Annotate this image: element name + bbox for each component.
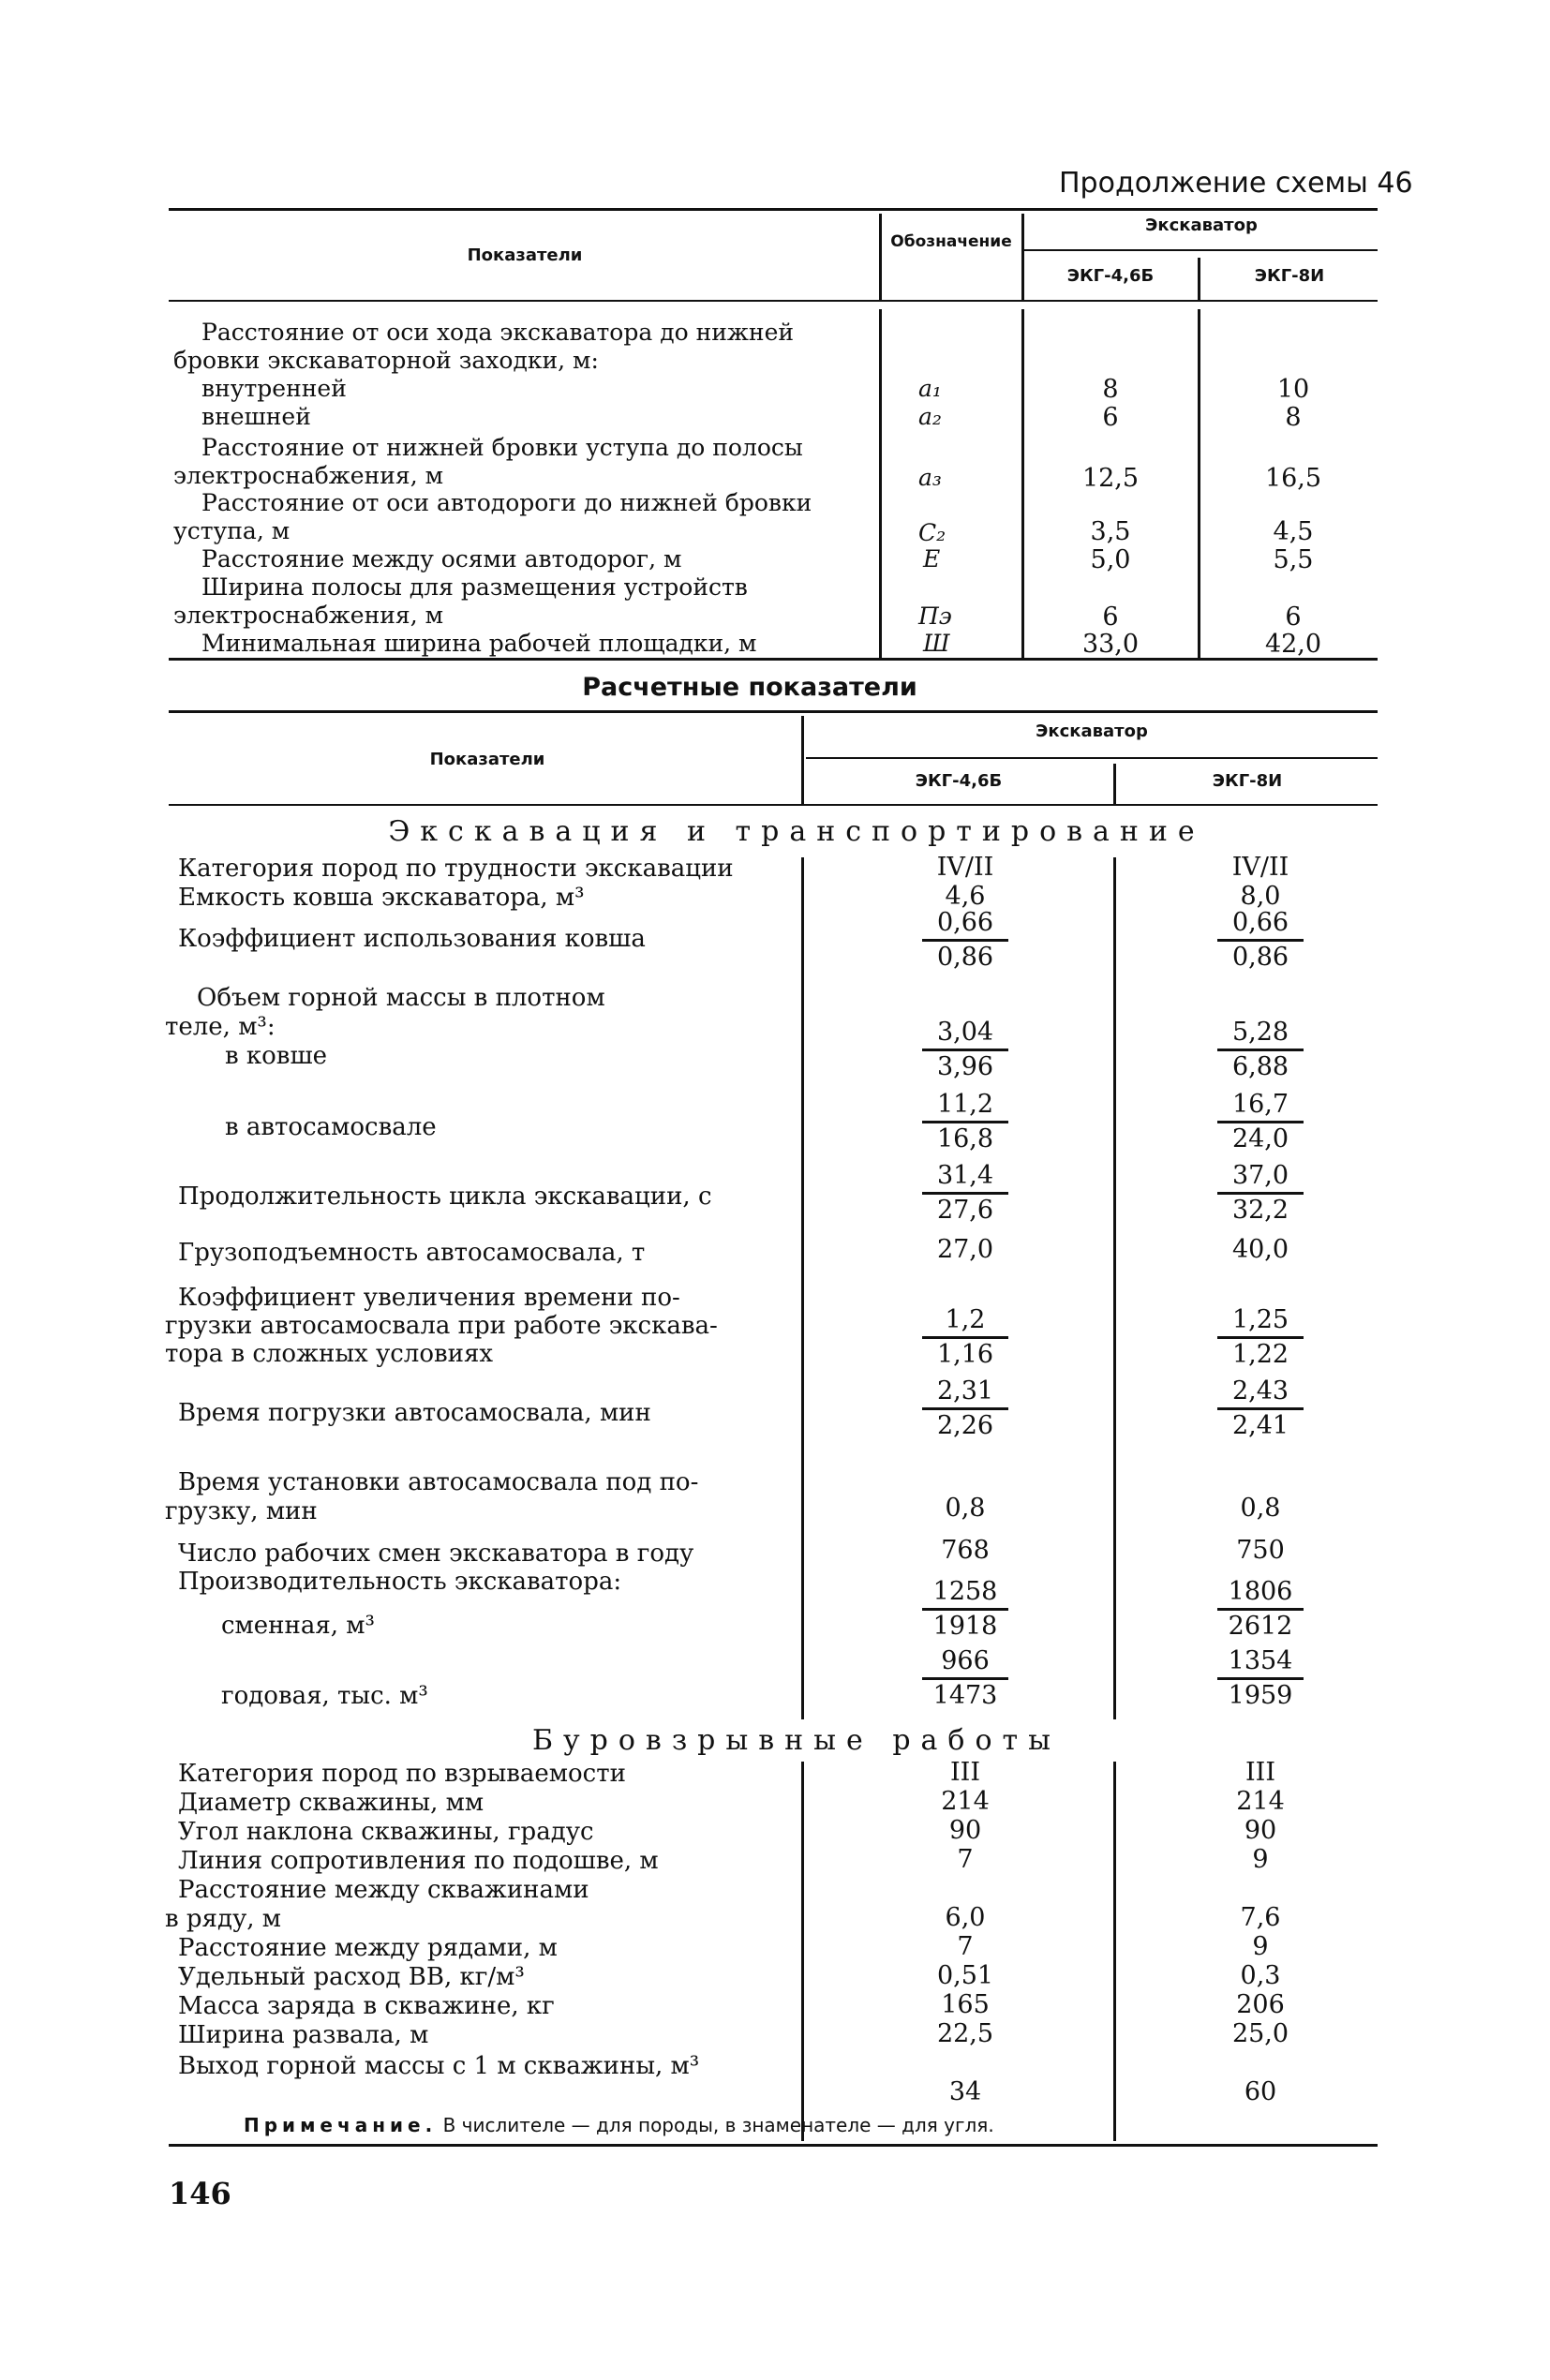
t2-val-b: III [1245, 1758, 1275, 1787]
t2-frac-a: $\frac{1258}{1918}$ [909, 1576, 1021, 1643]
t2-val-b: 206 [1236, 1990, 1285, 2019]
t1-sym: E [923, 545, 941, 573]
t2-col-indicator: Показатели [429, 750, 545, 769]
t2-val-a: 0,51 [936, 1961, 994, 1990]
t1-val-a: 3,5 [1090, 517, 1131, 546]
t2-row-label: Время погрузки автосамосвала, мин [178, 1399, 651, 1427]
t2-val-a: 27,0 [936, 1235, 994, 1264]
t1-row-label: внутренней [201, 375, 347, 402]
t2-val-a: 7 [957, 1932, 974, 1961]
t2-val-b: 60 [1244, 2077, 1277, 2106]
t2-row-label: Линия сопротивления по подошве, м [178, 1847, 659, 1875]
continuation-caption: Продолжение схемы 46 [1059, 167, 1413, 200]
t2-row-label: Грузоподъемность автосамосвала, т [178, 1239, 646, 1267]
t2-row-label: сменная, м³ [221, 1612, 375, 1640]
t2-col-excavator: Экскаватор [1036, 721, 1148, 741]
t2-frac-a: $\frac{3,04}{3,96}$ [909, 1017, 1021, 1083]
t1-row-label: Ширина полосы для размещения устройств электроснабжения, м [173, 573, 748, 629]
t2-frac-b: $\frac{1354}{1959}$ [1204, 1645, 1317, 1712]
t2-frac-a: $\frac{0,66}{0,86}$ [909, 907, 1021, 974]
t2-val-b: 750 [1236, 1536, 1285, 1565]
t2-row-label: Диаметр скважины, мм [178, 1789, 484, 1817]
t2-row-label: в автосамосвале [225, 1113, 437, 1141]
note [244, 2114, 994, 2136]
t2-title: Расчетные показатели [582, 673, 917, 702]
t1-col-symbol: Обозначение [890, 232, 1012, 251]
t2-row-label: Угол наклона скважины, градус [178, 1818, 594, 1846]
t1-sym: C₂ [918, 519, 946, 546]
t2-row-label: Категория пород по трудности экскавации [178, 855, 734, 883]
t2-row-label: Объем горной массы в плотном [197, 984, 605, 1012]
t1-sym: a₁ [918, 375, 942, 402]
t2-val-b: 7,6 [1240, 1903, 1281, 1932]
t2-frac-a: $\frac{2,31}{2,26}$ [909, 1376, 1021, 1442]
t2-val-b: 9 [1252, 1932, 1269, 1961]
t1-val-a: 33,0 [1081, 630, 1140, 659]
t2-row-label: теле, м³: [165, 1013, 276, 1041]
t2-row-label: Производительность экскаватора: [178, 1568, 622, 1596]
t1-model-b: ЭКГ-8И [1254, 266, 1325, 286]
t2-frac-a: $\frac{1,2}{1,16}$ [909, 1304, 1021, 1371]
t2-row-label: Время установки автосамосвала под по- [178, 1468, 699, 1496]
t2-row-label: Продолжительность цикла экскавации, с [178, 1183, 712, 1211]
note-text: В числителе — для породы, в знаменателе — для угля. [442, 2114, 994, 2136]
t2-row-label: Расстояние между рядами, м [178, 1934, 558, 1962]
t1-col-excavator: Экскаватор [1145, 216, 1258, 235]
t2-frac-a: $\frac{31,4}{27,6}$ [909, 1160, 1021, 1227]
t2-row-label: тора в сложных условиях [165, 1340, 494, 1368]
t2-frac-b: $\frac{37,0}{32,2}$ [1204, 1160, 1317, 1227]
t2-row-label: годовая, тыс. м³ [221, 1682, 428, 1710]
t2-frac-b: $\frac{1,25}{1,22}$ [1204, 1304, 1317, 1371]
t2-val-a: 6,0 [945, 1903, 986, 1932]
t2-row-label: Коэффициент увеличения времени по- [178, 1284, 680, 1312]
t1-row-label: Расстояние от оси автодороги до нижней бровки уступа, м [173, 489, 812, 544]
t2-row-label: Масса заряда в скважине, кг [178, 1992, 555, 2020]
t2-row-label: Категория пород по взрываемости [178, 1760, 626, 1788]
t2-row-label: Ширина развала, м [178, 2021, 429, 2049]
t2-row-label: Удельный расход ВВ, кг/м³ [178, 1963, 525, 1991]
t2-val-a: 214 [941, 1787, 990, 1816]
t2-val-a: IV/II [936, 853, 994, 882]
t1-val-a: 8 [1102, 375, 1119, 404]
t2-row-label: Выход горной массы с 1 м скважины, м³ [178, 2052, 700, 2080]
t2-val-a: 90 [948, 1816, 982, 1845]
page-number: 146 [169, 2176, 231, 2211]
t2-row-label: в ковше [225, 1042, 328, 1070]
t1-sym: Ш [923, 630, 950, 657]
t1-val-b: 8 [1285, 403, 1302, 432]
t1-row-label: внешней [201, 403, 311, 430]
t2-val-b: 0,3 [1240, 1961, 1281, 1990]
t2-val-b: 8,0 [1240, 882, 1281, 911]
t2-frac-b: $\frac{0,66}{0,86}$ [1204, 907, 1317, 974]
t2-val-a: 7 [957, 1845, 974, 1874]
t1-val-a: 6 [1102, 403, 1119, 432]
t1-val-a: 12,5 [1081, 464, 1140, 493]
t1-val-b: 4,5 [1273, 517, 1314, 546]
t2-row-label: Число рабочих смен экскаватора в году [178, 1540, 694, 1568]
t1-val-b: 16,5 [1264, 464, 1322, 493]
t2-row-label: в ряду, м [165, 1905, 282, 1933]
t1-val-b: 10 [1276, 375, 1310, 404]
t2-model-b: ЭКГ-8И [1212, 771, 1283, 791]
t2-frac-b: $\frac{5,28}{6,88}$ [1204, 1017, 1317, 1083]
t2-row-label: Коэффициент использования ковша [178, 925, 646, 953]
t2-val-b: 25,0 [1231, 2019, 1289, 2048]
t1-val-b: 42,0 [1264, 630, 1322, 659]
t1-sym: a₃ [918, 464, 942, 491]
t2-val-a: 34 [948, 2077, 982, 2106]
t2-row-label: грузку, мин [165, 1497, 318, 1525]
t1-val-a: 6 [1102, 602, 1119, 632]
note-label: Примечание. [244, 2114, 438, 2136]
t2-val-a: 165 [941, 1990, 990, 2019]
t2-val-b: 90 [1244, 1816, 1277, 1845]
t1-val-b: 5,5 [1273, 545, 1314, 574]
t2-val-b: 214 [1236, 1787, 1285, 1816]
t2-val-a: 4,6 [945, 882, 986, 911]
t1-model-a: ЭКГ-4,6Б [1066, 266, 1155, 286]
t1-col-indicator: Показатели [467, 245, 583, 265]
t2-frac-a: $\frac{11,2}{16,8}$ [909, 1089, 1021, 1155]
t2-frac-a: $\frac{966}{1473}$ [909, 1645, 1021, 1712]
t2-val-a: 22,5 [936, 2019, 994, 2048]
t1-row-label: Расстояние между осями автодорог, м [201, 545, 682, 573]
t2-model-a: ЭКГ-4,6Б [915, 771, 1003, 791]
t2-val-b: 40,0 [1231, 1235, 1289, 1264]
t2-frac-b: $\frac{16,7}{24,0}$ [1204, 1089, 1317, 1155]
t1-sym: Пэ [918, 602, 952, 630]
t2-val-b: 0,8 [1240, 1494, 1281, 1523]
t2-row-label: Расстояние между скважинами [178, 1876, 589, 1904]
t2-frac-b: $\frac{2,43}{2,41}$ [1204, 1376, 1317, 1442]
t1-row-label: Минимальная ширина рабочей площадки, м [201, 630, 757, 657]
t1-sym: a₂ [918, 403, 942, 430]
t1-row-label: Расстояние от нижней бровки уступа до полосы электроснабжения, м [173, 434, 803, 489]
section-excavation: Экскавация и транспортирование [388, 815, 1205, 848]
t2-val-a: 0,8 [945, 1494, 986, 1523]
t1-val-a: 5,0 [1090, 545, 1131, 574]
t2-frac-b: $\frac{1806}{2612}$ [1204, 1576, 1317, 1643]
t1-row-label: Расстояние от оси хода экскаватора до нижней бровки экскаваторной заходки, м: [173, 319, 795, 374]
section-drilling-blasting: Буровзрывные работы [531, 1724, 1062, 1757]
t2-row-label: Емкость ковша экскаватора, м³ [178, 884, 585, 912]
t2-row-label: грузки автосамосвала при работе экскава- [165, 1312, 718, 1340]
t2-val-b: 9 [1252, 1845, 1269, 1874]
t2-val-a: III [950, 1758, 980, 1787]
t2-val-a: 768 [941, 1536, 990, 1565]
t1-val-b: 6 [1285, 602, 1302, 632]
t2-val-b: IV/II [1231, 853, 1289, 882]
